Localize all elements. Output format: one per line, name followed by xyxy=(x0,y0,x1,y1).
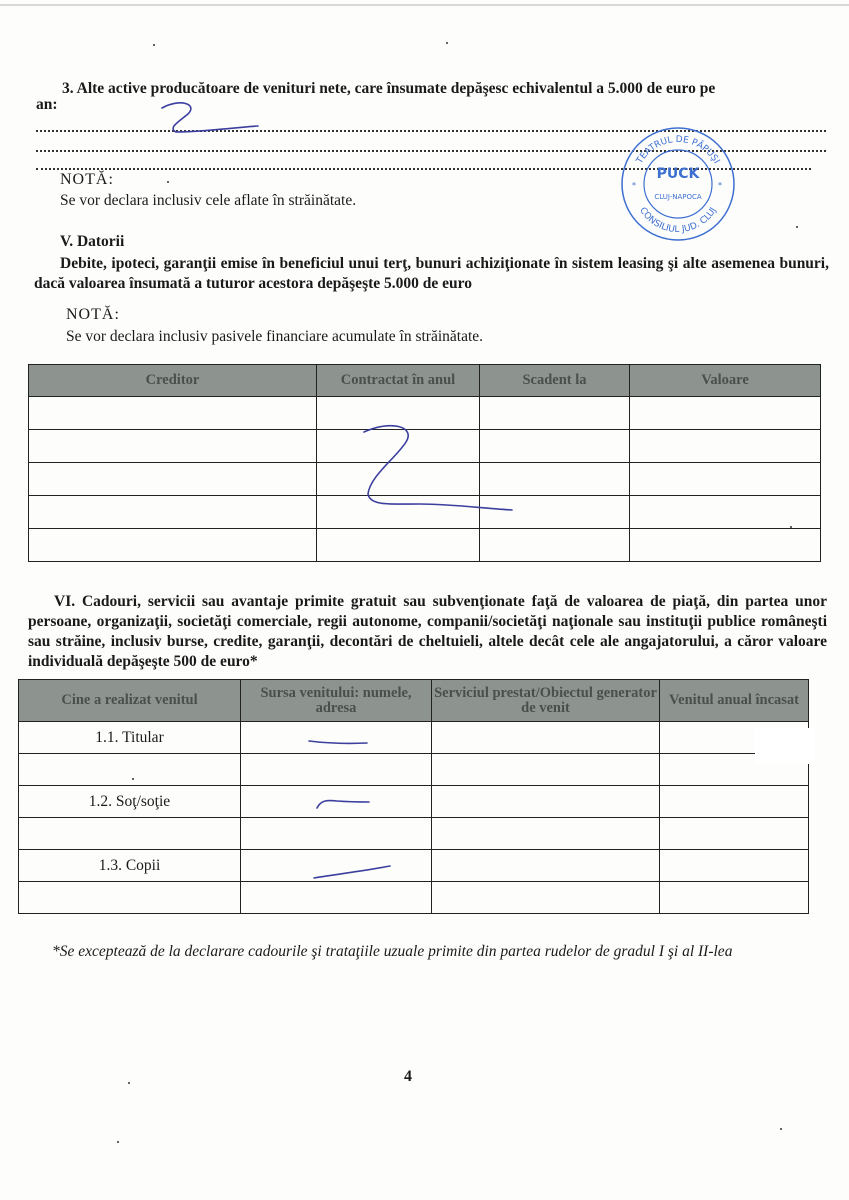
table-row xyxy=(19,818,809,850)
table-cell xyxy=(241,850,432,882)
debts-table xyxy=(28,364,821,562)
table-cell xyxy=(29,529,317,562)
svg-text:TEATRUL DE PĂPUŞI xyxy=(634,135,721,167)
debts-header-creditor: Creditor xyxy=(29,365,317,397)
table-row xyxy=(19,754,809,786)
table-cell xyxy=(432,882,660,914)
table-cell xyxy=(480,397,630,430)
table-cell xyxy=(630,463,821,496)
table-cell xyxy=(317,529,480,562)
stamp-center-text: PUCK xyxy=(656,166,700,182)
section3-nota-label: NOTĂ: xyxy=(60,171,114,188)
debts-header-contract-year: Contractat în anul xyxy=(317,365,480,397)
table-cell xyxy=(317,430,480,463)
table-row xyxy=(19,722,809,754)
table-cell xyxy=(19,818,241,850)
table-cell xyxy=(241,786,432,818)
section3-nota-text: Se vor declara inclusiv cele aflate în străinătate. xyxy=(60,192,357,209)
table-cell xyxy=(432,722,660,754)
gifts-header-annual-income: Venitul anual încasat xyxy=(660,680,809,722)
table-cell xyxy=(660,882,809,914)
svg-text:CONSILIUL JUD. CLUJ xyxy=(637,206,719,235)
table-cell xyxy=(480,430,630,463)
section3-heading-continuation: an: xyxy=(36,96,58,113)
svg-text:*: * xyxy=(718,181,722,190)
table-row xyxy=(19,786,809,818)
stamp-seal-icon xyxy=(618,122,738,242)
table-row xyxy=(19,850,809,882)
table-cell xyxy=(432,850,660,882)
gifts-header-service: Serviciul prestat/Obiectul generator de venit xyxy=(432,680,660,722)
table-cell xyxy=(480,529,630,562)
table-row xyxy=(29,463,821,496)
table-cell xyxy=(19,754,241,786)
debts-header-value: Valoare xyxy=(630,365,821,397)
svg-text:*: * xyxy=(632,181,636,190)
redaction-box xyxy=(755,728,815,764)
table-cell xyxy=(660,786,809,818)
row-label-spouse: 1.2. Soţ/soţie xyxy=(19,786,241,818)
table-cell xyxy=(317,463,480,496)
table-cell xyxy=(241,754,432,786)
table-cell xyxy=(630,430,821,463)
table-cell xyxy=(317,397,480,430)
section5-title: V. Datorii xyxy=(60,233,125,250)
table-cell xyxy=(241,722,432,754)
table-cell xyxy=(241,882,432,914)
row-label-children: 1.3. Copii xyxy=(19,850,241,882)
table-cell xyxy=(630,397,821,430)
stamp-bottom-text: CONSILIUL JUD. CLUJ xyxy=(637,205,719,236)
row-label-titular: 1.1. Titular xyxy=(19,722,241,754)
table-row xyxy=(29,397,821,430)
table-cell xyxy=(480,496,630,529)
stamp-city-text: CLUJ-NAPOCA xyxy=(654,193,702,201)
debts-header-due-date: Scadent la xyxy=(480,365,630,397)
table-cell xyxy=(660,818,809,850)
table-cell xyxy=(630,529,821,562)
table-cell xyxy=(432,754,660,786)
table-cell xyxy=(29,496,317,529)
stamp-top-text: TEATRUL DE PĂPUŞI xyxy=(634,134,722,166)
table-cell xyxy=(480,463,630,496)
page-number: 4 xyxy=(404,1068,412,1085)
table-row xyxy=(29,529,821,562)
gifts-footnote: *Se exceptează de la declarare cadourile şi trataţiile uzuale primite din partea rudelor de gradul I şi al II-lea xyxy=(52,943,733,960)
table-row xyxy=(29,496,821,529)
table-row xyxy=(19,882,809,914)
table-cell xyxy=(432,818,660,850)
table-cell xyxy=(630,496,821,529)
table-cell xyxy=(241,818,432,850)
section5-description: Debite, ipoteci, garanţii emise în beneficiul unui terţ, bunuri achiziţionate în sistem leasing şi alte asemenea bunuri, dacă valoarea însumată a tuturor acestora depăşeşte 5.000 de euro xyxy=(34,255,829,292)
table-cell xyxy=(19,882,241,914)
table-cell xyxy=(29,463,317,496)
gifts-header-source: Sursa venitului: numele, adresa xyxy=(241,680,432,722)
table-row xyxy=(29,430,821,463)
section3-heading-text: 3. Alte active producătoare de venituri nete, care însumate depăşesc echivalentul a 5.000 de euro pe xyxy=(62,80,716,97)
section6-description: VI. Cadouri, servicii sau avantaje primite gratuit sau subvenţionate faţă de valoarea de piaţă, din partea unor persoane, organizaţii, societăţi comerciale, regii autonome, companii/societăţi naţionale sau instituţii publice româneşti sau străine, inclusiv burse, credite, garanţii, decontări de cheltuieli, altele decât cele ale angajatorului, a căror valoare individuală depăşeşte 500 de euro* xyxy=(28,593,827,670)
page-top-edge xyxy=(0,4,849,6)
gifts-table xyxy=(18,679,809,914)
section5-nota-label: NOTĂ: xyxy=(66,306,120,323)
table-cell xyxy=(660,850,809,882)
section5-nota-text: Se vor declara inclusiv pasivele financiare acumulate în străinătate. xyxy=(66,328,484,345)
institution-stamp xyxy=(618,122,738,242)
table-cell xyxy=(432,786,660,818)
table-cell xyxy=(317,496,480,529)
table-cell xyxy=(29,397,317,430)
section3-heading xyxy=(36,79,831,99)
gifts-header-recipient: Cine a realizat venitul xyxy=(19,680,241,722)
cancel-scribble-section3 xyxy=(150,98,270,138)
table-cell xyxy=(29,430,317,463)
